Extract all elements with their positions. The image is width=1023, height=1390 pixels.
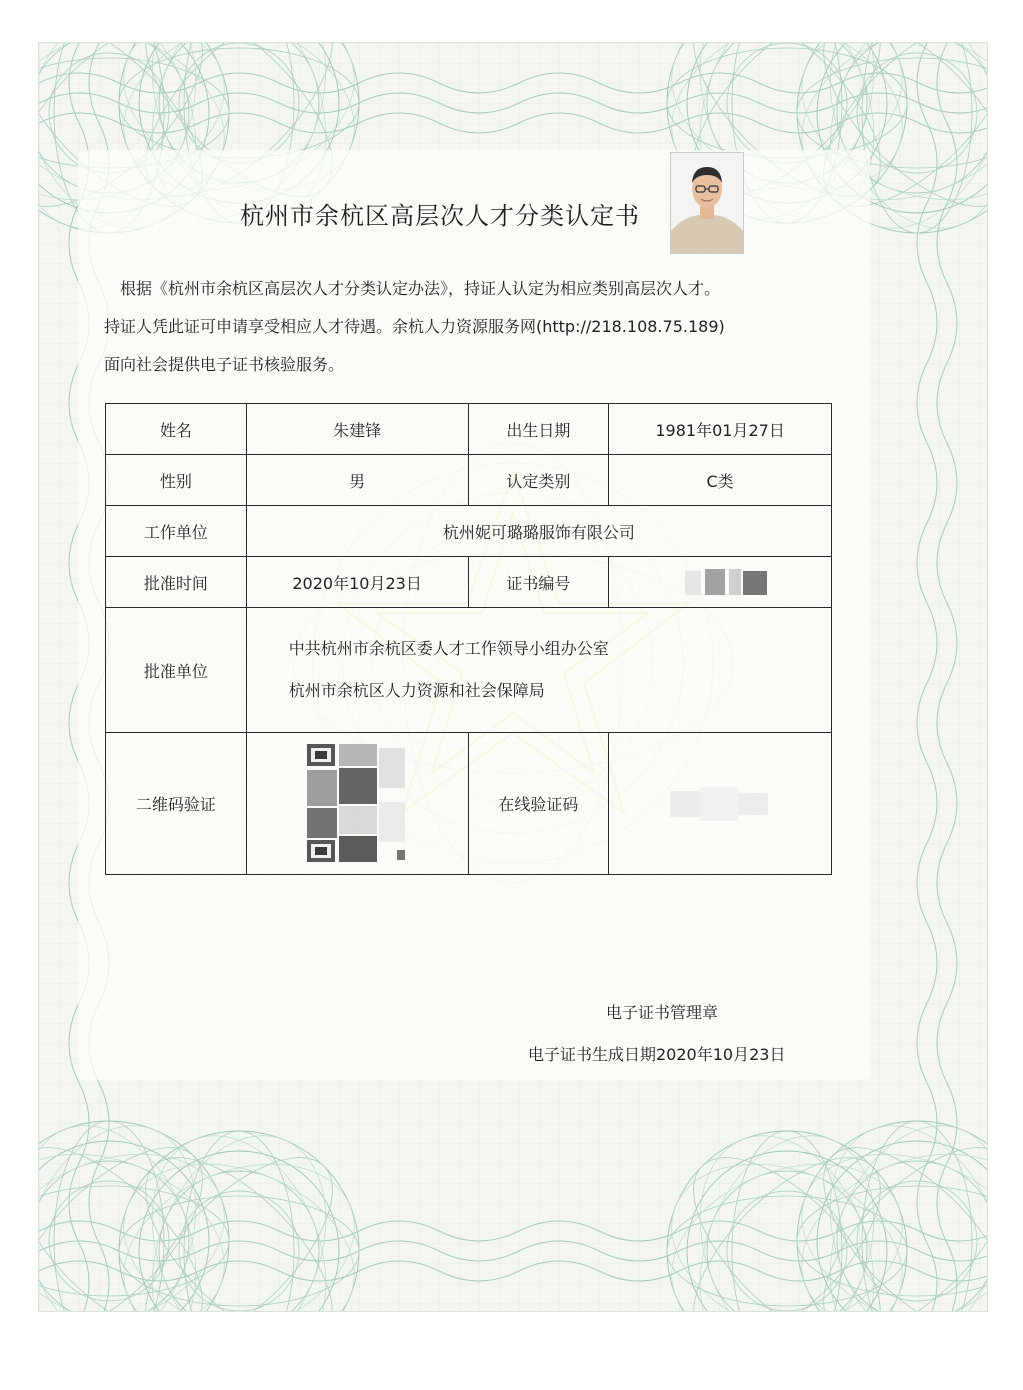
intro-line-1: 根据《杭州市余杭区高层次人才分类认定办法》，持证人认定为相应类别高层次人才。 [120,279,721,298]
info-table [105,403,832,875]
qr-code-cell [246,733,468,875]
category-value: C类 [609,455,832,506]
name-label: 姓名 [106,404,247,455]
table-row [106,404,832,455]
intro-paragraph [104,270,824,384]
generated-date: 电子证书生成日期2020年10月23日 [528,1045,786,1064]
cert-number-value [609,557,832,608]
table-row [106,506,832,557]
online-code-value [609,733,832,875]
certificate-title: 杭州市余杭区高层次人才分类认定书 [240,202,640,230]
cert-number-label: 证书编号 [468,557,609,608]
online-code-label: 在线验证码 [468,733,609,875]
employer-label: 工作单位 [106,506,247,557]
employer-value: 杭州妮可璐璐服饰有限公司 [246,506,831,557]
qr-code-icon[interactable] [287,742,427,866]
intro-line-2: 持证人凭此证可申请享受相应人才待遇。余杭人力资源服务网(http://218.108.75.189) [104,317,725,336]
blurred-cert-number [665,565,775,599]
approve-time-value: 2020年10月23日 [246,557,468,608]
approver-value [246,608,831,733]
birth-label: 出生日期 [468,404,609,455]
category-label: 认定类别 [468,455,609,506]
person-photo-icon [671,153,743,253]
seal-label: 电子证书管理章 [606,1003,719,1022]
approve-time-label: 批准时间 [106,557,247,608]
table-row [106,557,832,608]
gender-label: 性别 [106,455,247,506]
gender-value: 男 [246,455,468,506]
approver-line-1: 中共杭州市余杭区委人才工作领导小组办公室 [288,639,609,658]
approver-label: 批准单位 [106,608,247,733]
name-value: 朱建锋 [246,404,468,455]
qr-label: 二维码验证 [106,733,247,875]
blurred-online-code [660,779,780,829]
birth-value: 1981年01月27日 [609,404,832,455]
approver-line-2: 杭州市余杭区人力资源和社会保障局 [288,681,545,700]
table-row [106,733,832,875]
intro-line-3: 面向社会提供电子证书核验服务。 [104,355,345,374]
holder-photo [670,152,744,254]
table-row [106,455,832,506]
table-row [106,608,832,733]
